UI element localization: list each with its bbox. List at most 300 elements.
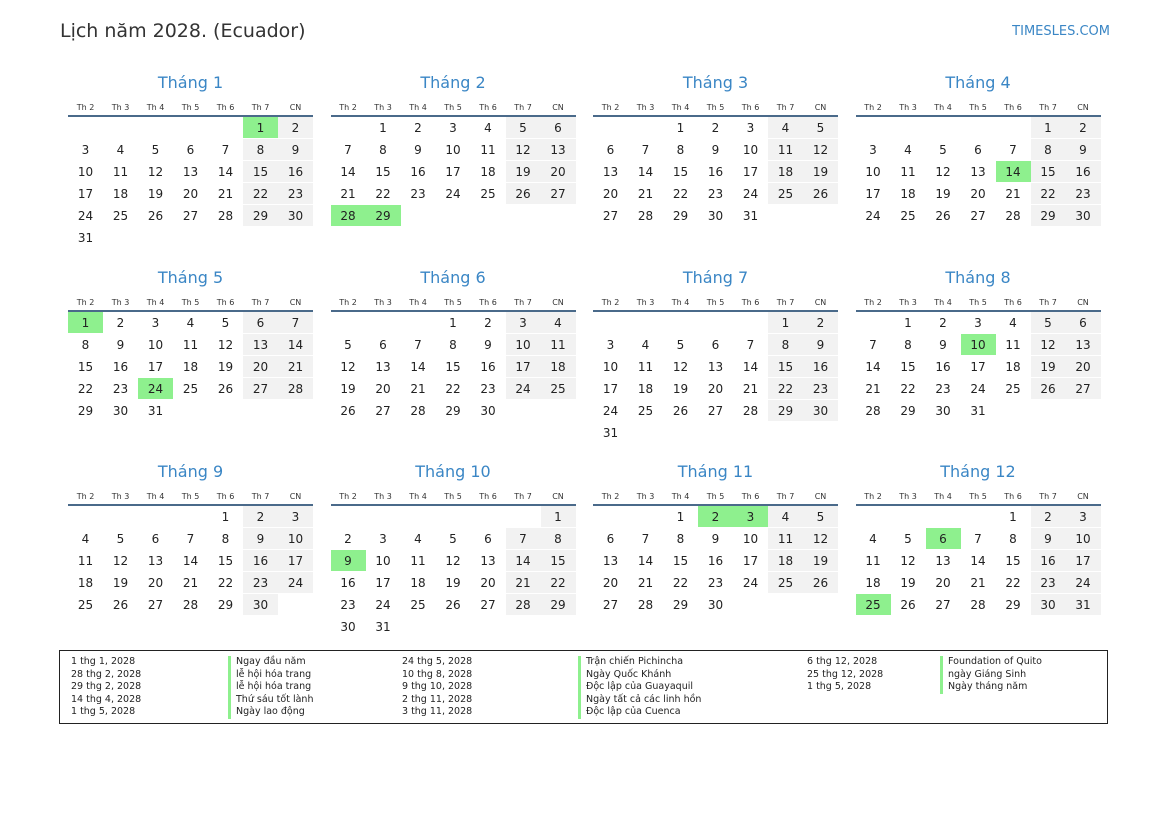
day-cell: 29	[208, 594, 243, 616]
day-cell: 26	[103, 594, 138, 616]
day-cell: 6	[698, 334, 733, 356]
day-cell: 30	[698, 205, 733, 227]
legend-date: 10 thg 8, 2028	[402, 668, 473, 680]
day-cell: 16	[331, 572, 366, 594]
legend-holiday-name: Ngày Quốc Khánh	[586, 668, 672, 680]
weekend-day-cell: 13	[541, 139, 576, 161]
month-1	[68, 72, 313, 248]
weekend-day-cell: 31	[1066, 594, 1101, 616]
weekday-header: Th 7	[243, 294, 278, 311]
weekday-header: Th 3	[103, 294, 138, 311]
empty-day-cell	[733, 594, 768, 616]
day-cell: 15	[208, 550, 243, 572]
empty-day-cell	[891, 116, 926, 139]
month-12	[856, 461, 1101, 615]
weekend-day-cell: 3	[1066, 505, 1101, 528]
day-cell: 15	[436, 356, 471, 378]
weekend-day-cell: 27	[243, 378, 278, 400]
weekend-day-cell: 2	[243, 505, 278, 528]
day-cell: 11	[996, 334, 1031, 356]
day-cell: 28	[173, 594, 208, 616]
empty-day-cell	[541, 205, 576, 227]
day-cell: 13	[698, 356, 733, 378]
weekend-day-cell: 30	[1066, 205, 1101, 227]
day-cell: 8	[366, 139, 401, 161]
weekend-day-cell: 23	[1031, 572, 1066, 594]
holiday-day-cell: 25	[856, 594, 891, 616]
weekend-day-cell: 1	[768, 311, 803, 334]
day-cell: 18	[173, 356, 208, 378]
day-cell: 11	[891, 161, 926, 183]
day-cell: 6	[593, 528, 628, 550]
empty-day-cell	[768, 422, 803, 444]
weekday-header: Th 7	[768, 99, 803, 116]
weekend-day-cell: 6	[541, 116, 576, 139]
day-cell: 21	[856, 378, 891, 400]
weekday-header: Th 4	[926, 294, 961, 311]
weekday-header: Th 3	[628, 488, 663, 505]
day-cell: 3	[366, 528, 401, 550]
weekend-day-cell: 18	[541, 356, 576, 378]
empty-day-cell	[173, 116, 208, 139]
day-cell: 3	[856, 139, 891, 161]
day-cell: 13	[138, 550, 173, 572]
weekday-header: CN	[541, 99, 576, 116]
day-cell: 9	[103, 334, 138, 356]
weekday-header: Th 7	[506, 99, 541, 116]
day-cell: 10	[733, 139, 768, 161]
legend-holiday-name: Độc lập của Guayaquil	[586, 681, 693, 692]
weekday-header: Th 6	[471, 99, 506, 116]
empty-day-cell	[803, 205, 838, 227]
day-cell: 11	[628, 356, 663, 378]
weekday-header: Th 5	[173, 294, 208, 311]
day-cell: 15	[663, 550, 698, 572]
day-cell: 23	[471, 378, 506, 400]
day-cell: 20	[471, 572, 506, 594]
day-cell: 10	[68, 161, 103, 183]
legend-names	[940, 656, 1042, 694]
day-cell: 15	[891, 356, 926, 378]
day-cell: 21	[331, 183, 366, 205]
weekday-header: CN	[1066, 99, 1101, 116]
day-cell: 12	[103, 550, 138, 572]
day-cell: 19	[926, 183, 961, 205]
month-name: Tháng 1	[157, 73, 224, 92]
holiday-day-cell: 2	[698, 505, 733, 528]
empty-day-cell	[698, 311, 733, 334]
legend-holiday-name: Trận chiến Pichincha	[586, 656, 684, 667]
day-cell: 20	[926, 572, 961, 594]
day-cell: 14	[628, 550, 663, 572]
day-cell: 13	[926, 550, 961, 572]
weekend-day-cell: 9	[278, 139, 313, 161]
weekday-header: Th 2	[68, 488, 103, 505]
weekday-header: Th 3	[628, 294, 663, 311]
weekday-header: Th 6	[996, 488, 1031, 505]
day-cell: 8	[208, 528, 243, 550]
day-cell: 8	[663, 139, 698, 161]
weekend-day-cell: 9	[803, 334, 838, 356]
empty-day-cell	[541, 616, 576, 638]
day-cell: 31	[593, 422, 628, 444]
day-cell: 15	[366, 161, 401, 183]
day-cell: 5	[331, 334, 366, 356]
weekend-day-cell: 14	[506, 550, 541, 572]
weekday-header: Th 7	[243, 488, 278, 505]
day-cell: 5	[663, 334, 698, 356]
month-name: Tháng 12	[940, 462, 1016, 481]
empty-day-cell	[243, 227, 278, 249]
day-cell: 16	[926, 356, 961, 378]
day-cell: 31	[733, 205, 768, 227]
weekend-day-cell: 9	[1066, 139, 1101, 161]
weekday-header: Th 3	[891, 99, 926, 116]
day-cell: 13	[471, 550, 506, 572]
day-cell: 12	[663, 356, 698, 378]
weekend-day-cell: 23	[278, 183, 313, 205]
weekday-header: Th 5	[961, 294, 996, 311]
weekend-day-cell: 22	[1031, 183, 1066, 205]
month-name: Tháng 4	[945, 73, 1011, 92]
day-cell: 9	[926, 334, 961, 356]
day-cell: 28	[628, 205, 663, 227]
weekday-header: Th 6	[996, 294, 1031, 311]
day-cell: 22	[891, 378, 926, 400]
weekday-header: Th 3	[103, 488, 138, 505]
legend-holiday-name: Độc lập của Cuenca	[586, 706, 681, 717]
empty-day-cell	[401, 311, 436, 334]
weekend-day-cell: 13	[243, 334, 278, 356]
weekend-day-cell: 29	[768, 400, 803, 422]
empty-day-cell	[103, 116, 138, 139]
month-name: Tháng 2	[420, 73, 486, 92]
weekend-day-cell: 16	[1066, 161, 1101, 183]
weekday-header: Th 5	[698, 488, 733, 505]
month-name: Tháng 8	[945, 268, 1011, 287]
weekday-header: Th 3	[366, 294, 401, 311]
empty-day-cell	[733, 422, 768, 444]
day-cell: 19	[138, 183, 173, 205]
day-cell: 27	[593, 594, 628, 616]
empty-day-cell	[68, 116, 103, 139]
day-cell: 17	[856, 183, 891, 205]
day-cell: 17	[68, 183, 103, 205]
month-grid	[331, 99, 576, 226]
holiday-day-cell: 6	[926, 528, 961, 550]
weekday-header: Th 7	[243, 99, 278, 116]
day-cell: 23	[926, 378, 961, 400]
empty-day-cell	[278, 400, 313, 422]
empty-day-cell	[68, 505, 103, 528]
day-cell: 18	[401, 572, 436, 594]
day-cell: 7	[173, 528, 208, 550]
month-4	[856, 72, 1101, 226]
day-cell: 24	[593, 400, 628, 422]
day-cell: 29	[68, 400, 103, 422]
day-cell: 1	[663, 505, 698, 528]
empty-day-cell	[366, 505, 401, 528]
empty-day-cell	[278, 227, 313, 249]
month-grid	[593, 488, 838, 615]
empty-day-cell	[278, 594, 313, 616]
weekday-header: Th 3	[628, 99, 663, 116]
day-cell: 10	[856, 161, 891, 183]
empty-day-cell	[856, 311, 891, 334]
day-cell: 21	[961, 572, 996, 594]
day-cell: 19	[891, 572, 926, 594]
day-cell: 27	[926, 594, 961, 616]
empty-day-cell	[541, 400, 576, 422]
day-cell: 18	[471, 161, 506, 183]
weekday-header: Th 5	[698, 99, 733, 116]
day-cell: 24	[366, 594, 401, 616]
weekday-header: Th 6	[733, 294, 768, 311]
day-cell: 17	[733, 550, 768, 572]
weekday-header: Th 3	[891, 294, 926, 311]
day-cell: 25	[996, 378, 1031, 400]
legend-dates	[807, 656, 883, 694]
weekend-day-cell: 21	[506, 572, 541, 594]
day-cell: 2	[103, 311, 138, 334]
day-cell: 1	[208, 505, 243, 528]
weekend-day-cell: 18	[768, 161, 803, 183]
weekend-day-cell: 10	[506, 334, 541, 356]
day-cell: 14	[628, 161, 663, 183]
day-cell: 21	[208, 183, 243, 205]
weekday-header: Th 2	[856, 294, 891, 311]
day-cell: 14	[208, 161, 243, 183]
weekend-day-cell: 14	[278, 334, 313, 356]
weekend-day-cell: 1	[1031, 116, 1066, 139]
weekend-day-cell: 3	[278, 505, 313, 528]
weekday-header: Th 4	[138, 294, 173, 311]
day-cell: 4	[173, 311, 208, 334]
weekday-header: Th 7	[1031, 488, 1066, 505]
weekday-header: Th 3	[366, 99, 401, 116]
day-cell: 2	[331, 528, 366, 550]
weekday-header: Th 5	[961, 488, 996, 505]
legend-dates	[402, 656, 472, 719]
empty-day-cell	[436, 205, 471, 227]
empty-day-cell	[856, 505, 891, 528]
day-cell: 21	[173, 572, 208, 594]
empty-day-cell	[663, 311, 698, 334]
month-3	[593, 72, 838, 226]
empty-day-cell	[208, 227, 243, 249]
weekend-day-cell: 21	[278, 356, 313, 378]
holiday-day-cell: 1	[243, 116, 278, 139]
day-cell: 21	[628, 572, 663, 594]
day-cell: 27	[961, 205, 996, 227]
day-cell: 27	[366, 400, 401, 422]
weekend-day-cell: 5	[803, 116, 838, 139]
day-cell: 17	[436, 161, 471, 183]
day-cell: 14	[961, 550, 996, 572]
day-cell: 19	[331, 378, 366, 400]
empty-day-cell	[173, 400, 208, 422]
holiday-day-cell: 24	[138, 378, 173, 400]
legend-names	[578, 656, 701, 719]
day-cell: 28	[856, 400, 891, 422]
site-link[interactable]: TIMESLES.COM	[1012, 24, 1110, 39]
day-cell: 25	[68, 594, 103, 616]
empty-day-cell	[768, 205, 803, 227]
weekday-header: Th 2	[331, 488, 366, 505]
weekend-day-cell: 9	[1031, 528, 1066, 550]
weekend-day-cell: 7	[278, 311, 313, 334]
day-cell: 16	[401, 161, 436, 183]
empty-day-cell	[471, 505, 506, 528]
empty-day-cell	[471, 205, 506, 227]
day-cell: 27	[593, 205, 628, 227]
day-cell: 26	[138, 205, 173, 227]
day-cell: 1	[891, 311, 926, 334]
empty-day-cell	[138, 227, 173, 249]
month-2	[331, 72, 576, 226]
empty-day-cell	[506, 616, 541, 638]
holiday-day-cell: 29	[366, 205, 401, 227]
weekday-header: CN	[803, 488, 838, 505]
weekend-day-cell: 16	[243, 550, 278, 572]
weekend-day-cell: 28	[278, 378, 313, 400]
day-cell: 4	[471, 116, 506, 139]
day-cell: 4	[103, 139, 138, 161]
weekend-day-cell: 19	[506, 161, 541, 183]
day-cell: 24	[436, 183, 471, 205]
legend-holiday-name: Ngay đầu năm	[236, 656, 306, 667]
empty-day-cell	[628, 116, 663, 139]
legend-names	[228, 656, 313, 719]
weekend-day-cell: 2	[803, 311, 838, 334]
day-cell: 6	[471, 528, 506, 550]
weekend-day-cell: 27	[1066, 378, 1101, 400]
weekend-day-cell: 17	[1066, 550, 1101, 572]
empty-day-cell	[926, 505, 961, 528]
day-cell: 22	[996, 572, 1031, 594]
month-8	[856, 267, 1101, 421]
holiday-day-cell: 28	[331, 205, 366, 227]
weekend-day-cell: 23	[1066, 183, 1101, 205]
empty-day-cell	[628, 311, 663, 334]
day-cell: 14	[173, 550, 208, 572]
day-cell: 7	[961, 528, 996, 550]
day-cell: 22	[366, 183, 401, 205]
day-cell: 30	[103, 400, 138, 422]
day-cell: 25	[891, 205, 926, 227]
day-cell: 30	[698, 594, 733, 616]
day-cell: 23	[103, 378, 138, 400]
weekend-day-cell: 4	[541, 311, 576, 334]
weekend-day-cell: 11	[768, 528, 803, 550]
day-cell: 5	[926, 139, 961, 161]
day-cell: 24	[733, 572, 768, 594]
day-cell: 2	[698, 116, 733, 139]
day-cell: 14	[856, 356, 891, 378]
day-cell: 3	[138, 311, 173, 334]
month-9	[68, 461, 313, 615]
weekday-header: CN	[541, 294, 576, 311]
weekend-day-cell: 6	[243, 311, 278, 334]
day-cell: 13	[961, 161, 996, 183]
empty-day-cell	[628, 505, 663, 528]
month-name: Tháng 7	[682, 268, 749, 287]
day-cell: 31	[68, 227, 103, 249]
weekday-header: Th 2	[68, 99, 103, 116]
day-cell: 15	[996, 550, 1031, 572]
day-cell: 20	[138, 572, 173, 594]
month-grid	[593, 99, 838, 226]
day-cell: 1	[366, 116, 401, 139]
day-cell: 18	[628, 378, 663, 400]
month-grid	[856, 294, 1101, 421]
month-grid	[593, 294, 838, 443]
day-cell: 10	[733, 528, 768, 550]
day-cell: 25	[401, 594, 436, 616]
day-cell: 9	[401, 139, 436, 161]
weekend-day-cell: 30	[1031, 594, 1066, 616]
day-cell: 19	[663, 378, 698, 400]
weekend-day-cell: 9	[243, 528, 278, 550]
weekend-day-cell: 2	[1031, 505, 1066, 528]
weekday-header: Th 5	[961, 99, 996, 116]
calendar-months	[68, 72, 1101, 642]
empty-day-cell	[961, 116, 996, 139]
day-cell: 19	[436, 572, 471, 594]
month-grid	[331, 294, 576, 421]
month-name: Tháng 11	[677, 462, 754, 481]
day-cell: 4	[628, 334, 663, 356]
day-cell: 26	[208, 378, 243, 400]
day-cell: 11	[471, 139, 506, 161]
weekday-header: Th 5	[436, 294, 471, 311]
weekend-day-cell: 15	[1031, 161, 1066, 183]
day-cell: 26	[436, 594, 471, 616]
day-cell: 9	[698, 139, 733, 161]
day-cell: 3	[68, 139, 103, 161]
weekend-day-cell: 13	[1066, 334, 1101, 356]
empty-day-cell	[401, 616, 436, 638]
day-cell: 27	[138, 594, 173, 616]
day-cell: 27	[173, 205, 208, 227]
day-cell: 3	[436, 116, 471, 139]
empty-day-cell	[331, 311, 366, 334]
weekday-header: Th 4	[401, 294, 436, 311]
legend-date: 6 thg 12, 2028	[807, 656, 878, 667]
weekday-header: CN	[278, 99, 313, 116]
day-cell: 28	[208, 205, 243, 227]
month-grid	[68, 99, 313, 248]
month-5	[68, 267, 313, 421]
holiday-day-cell: 3	[733, 505, 768, 528]
day-cell: 31	[138, 400, 173, 422]
weekend-day-cell: 19	[1031, 356, 1066, 378]
empty-day-cell	[103, 505, 138, 528]
day-cell: 5	[103, 528, 138, 550]
weekend-day-cell: 20	[541, 161, 576, 183]
day-cell: 8	[436, 334, 471, 356]
day-cell: 3	[593, 334, 628, 356]
weekday-header: Th 2	[593, 488, 628, 505]
weekday-header: CN	[278, 488, 313, 505]
weekend-day-cell: 5	[803, 505, 838, 528]
weekend-day-cell: 24	[506, 378, 541, 400]
weekend-day-cell: 29	[1031, 205, 1066, 227]
weekend-day-cell: 26	[1031, 378, 1066, 400]
day-cell: 29	[436, 400, 471, 422]
weekday-header: Th 6	[471, 488, 506, 505]
legend-date: 25 thg 12, 2028	[807, 668, 884, 680]
